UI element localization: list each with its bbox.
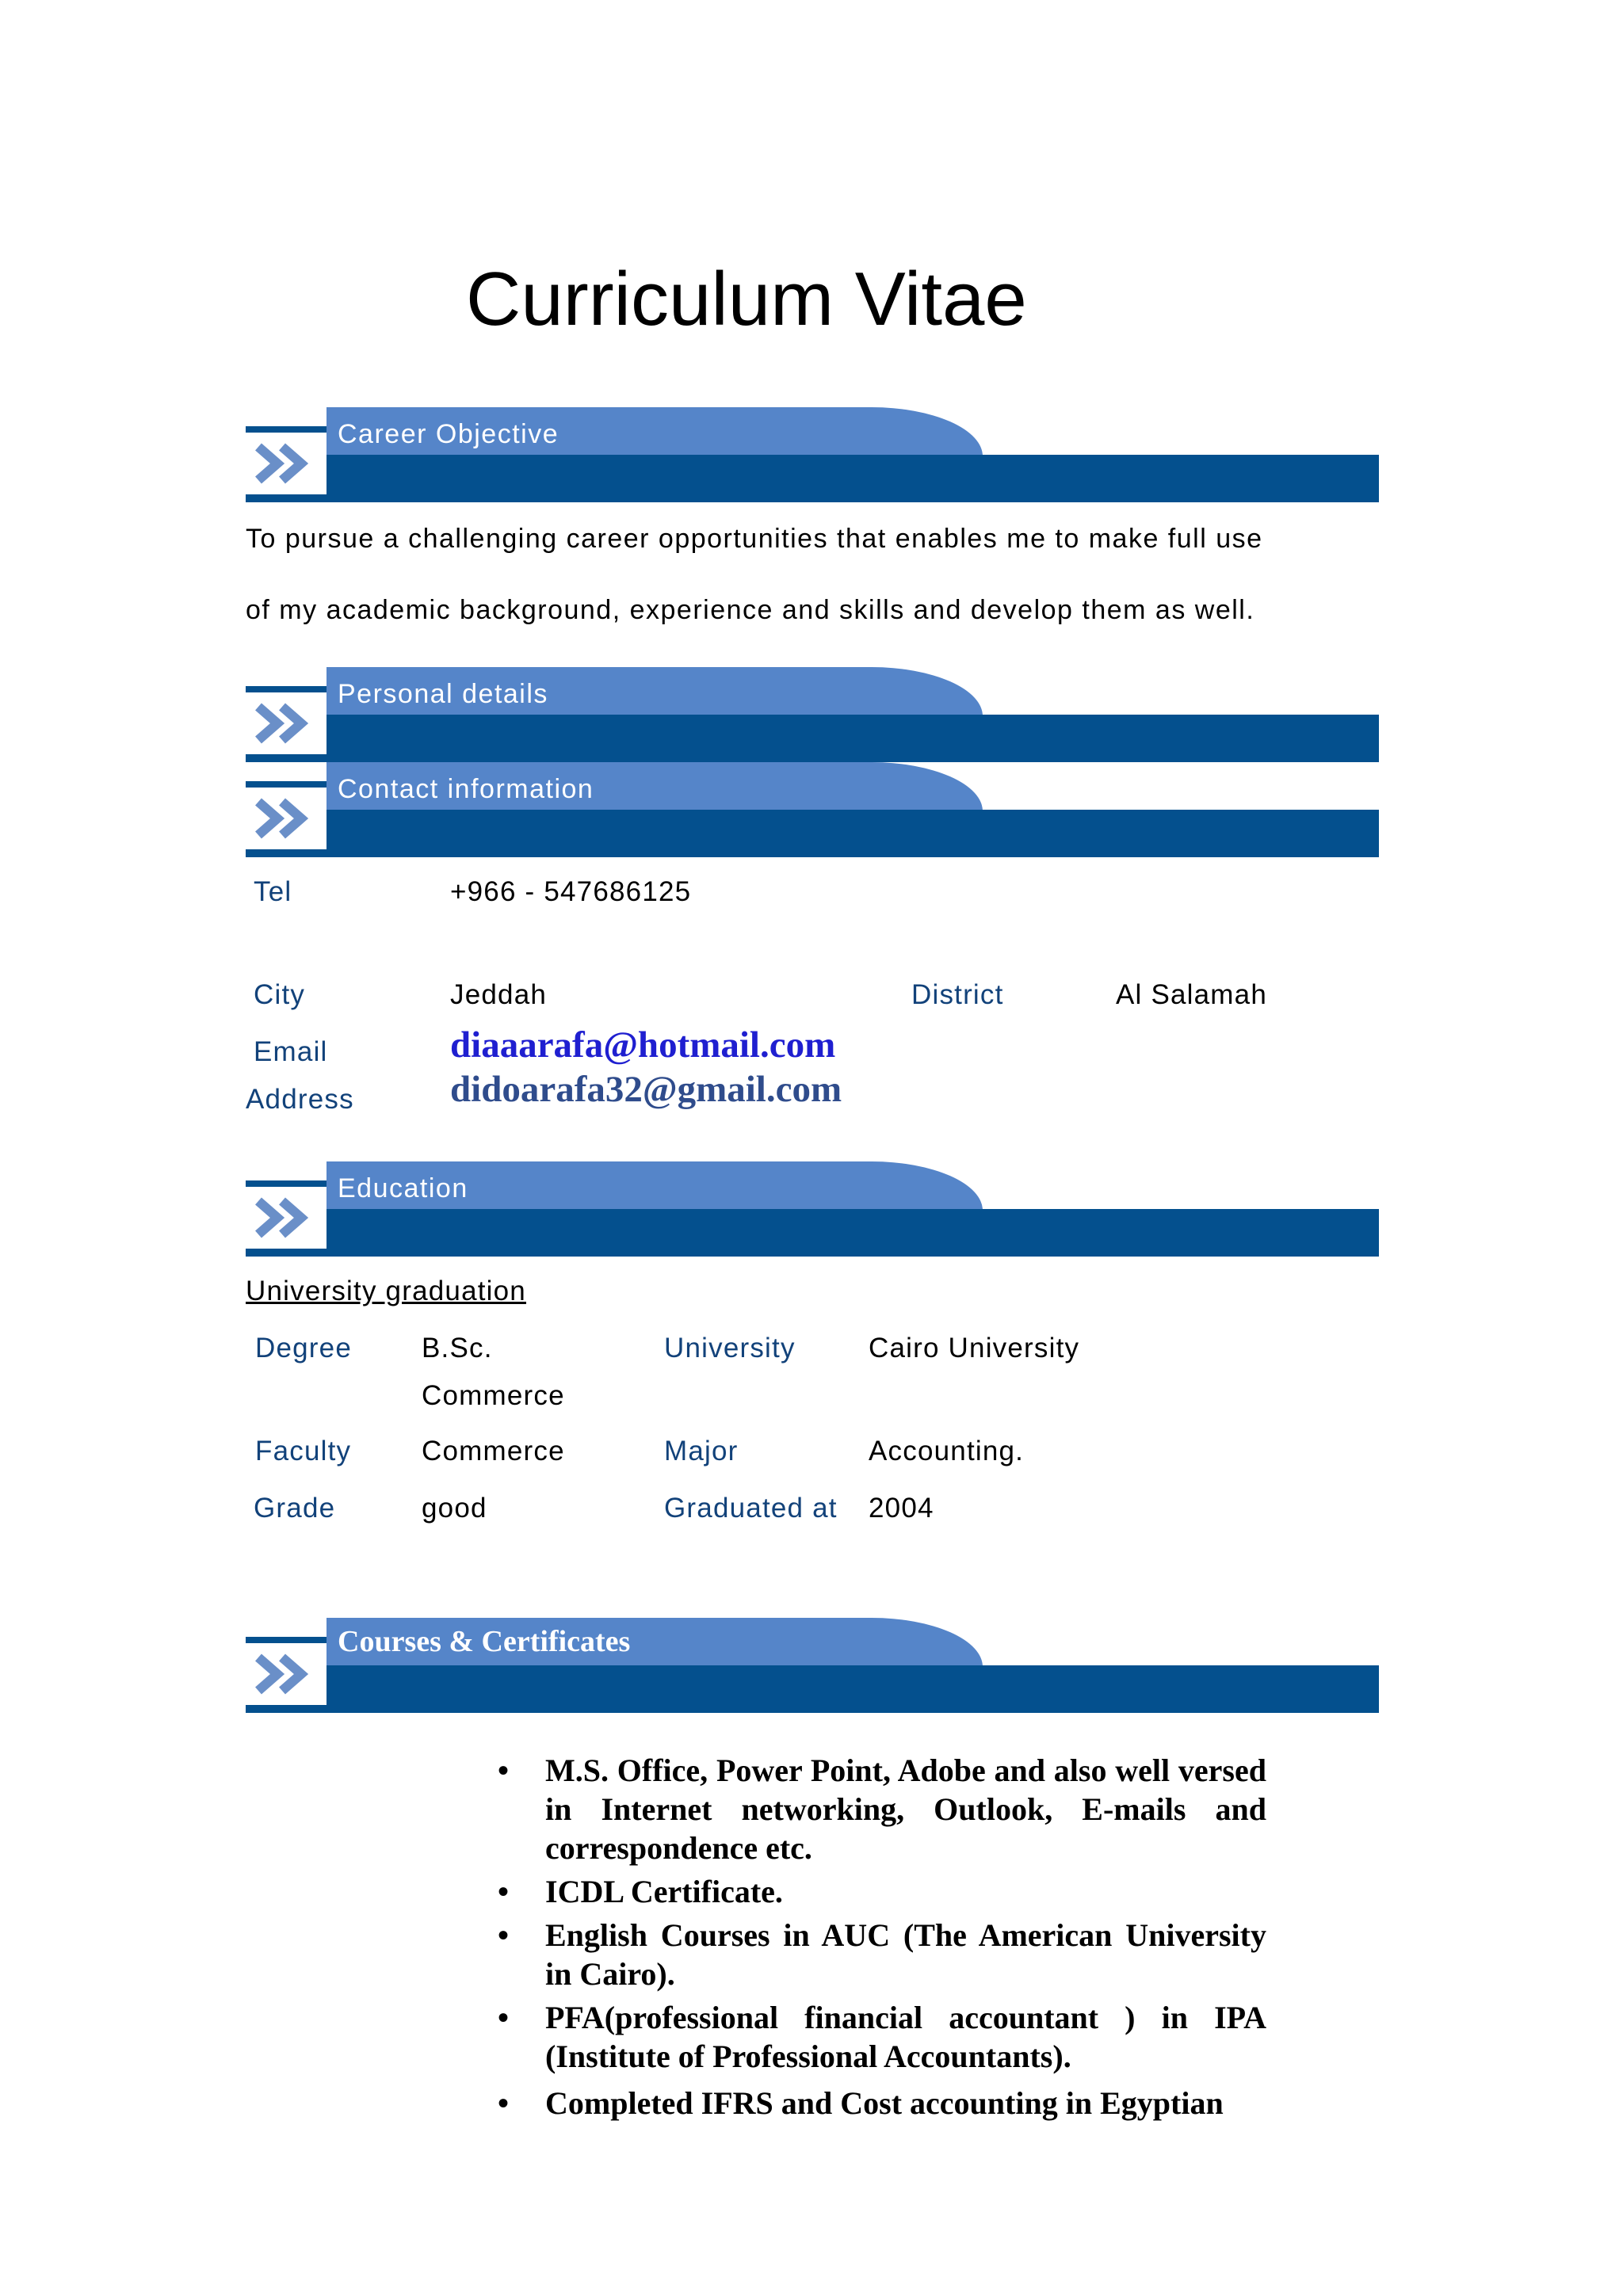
district-label: District xyxy=(911,979,1004,1010)
bullet-icon: • xyxy=(498,1917,510,1953)
city-label: City xyxy=(254,979,306,1010)
degree-label: Degree xyxy=(255,1333,352,1363)
university-graduation-heading: University graduation xyxy=(246,1276,526,1306)
section-header-career-objective xyxy=(246,407,1379,502)
section-header-courses xyxy=(246,1618,1379,1713)
list-item: • ICDL Certificate. xyxy=(498,1874,783,1909)
graduated-label: Graduated at xyxy=(664,1493,838,1524)
double-chevron-icon xyxy=(250,1650,317,1699)
major-value: Accounting. xyxy=(869,1436,1025,1466)
city-value: Jeddah xyxy=(450,979,548,1010)
section-title: Courses & Certificates xyxy=(338,1625,631,1658)
degree-value-line-2: Commerce xyxy=(422,1380,565,1411)
degree-value-line-1: B.Sc. xyxy=(422,1333,493,1363)
section-title: Education xyxy=(338,1173,468,1203)
double-chevron-icon xyxy=(250,794,317,843)
bullet-icon: • xyxy=(498,1874,510,1909)
section-title: Career Objective xyxy=(338,419,559,449)
address-label: Address xyxy=(246,1084,354,1115)
grade-value: good xyxy=(422,1493,487,1524)
faculty-label: Faculty xyxy=(255,1436,352,1466)
email-link-gmail[interactable]: didoarafa32@gmail.com xyxy=(450,1069,842,1110)
faculty-value: Commerce xyxy=(422,1436,565,1466)
university-label: University xyxy=(664,1333,796,1363)
objective-line-2: of my academic background, experience and skills and develop them as well. xyxy=(246,595,1255,625)
bullet-icon: • xyxy=(498,2085,510,2121)
email-label: Email xyxy=(254,1036,328,1067)
section-header-education xyxy=(246,1161,1379,1257)
section-header-personal-details xyxy=(246,667,1379,762)
double-chevron-icon xyxy=(250,439,317,488)
list-item: • English Courses in AUC (The American University in Cairo). xyxy=(498,1917,1266,1992)
document-title: Curriculum Vitae xyxy=(466,257,1027,341)
objective-line-1: To pursue a challenging career opportunities that enables me to make full use xyxy=(246,524,1263,554)
section-title: Contact information xyxy=(338,774,594,804)
list-item: • PFA(professional financial accountant ) in IPA (Institute of Professional Accountants). xyxy=(498,2000,1266,2074)
double-chevron-icon xyxy=(250,699,317,748)
tel-value: +966 - 547686125 xyxy=(450,876,692,907)
bullet-icon: • xyxy=(498,2000,510,2035)
graduated-value: 2004 xyxy=(869,1493,934,1524)
section-header-contact-information xyxy=(246,762,1379,857)
email-link-hotmail[interactable]: diaaarafa@hotmail.com xyxy=(450,1024,836,1066)
district-value: Al Salamah xyxy=(1116,979,1267,1010)
bullet-icon: • xyxy=(498,1753,510,1788)
list-item: • M.S. Office, Power Point, Adobe and also well versed in Internet networking, Outlook, E-mails and correspondence etc. xyxy=(498,1753,1266,1866)
grade-label: Grade xyxy=(254,1493,336,1524)
courses-list xyxy=(498,1751,1266,2127)
double-chevron-icon xyxy=(250,1193,317,1242)
list-item: • Completed IFRS and Cost accounting in Egyptian xyxy=(498,2085,1224,2121)
major-label: Major xyxy=(664,1436,739,1466)
tel-label: Tel xyxy=(254,876,292,907)
university-value: Cairo University xyxy=(869,1333,1080,1363)
section-title: Personal details xyxy=(338,679,548,709)
